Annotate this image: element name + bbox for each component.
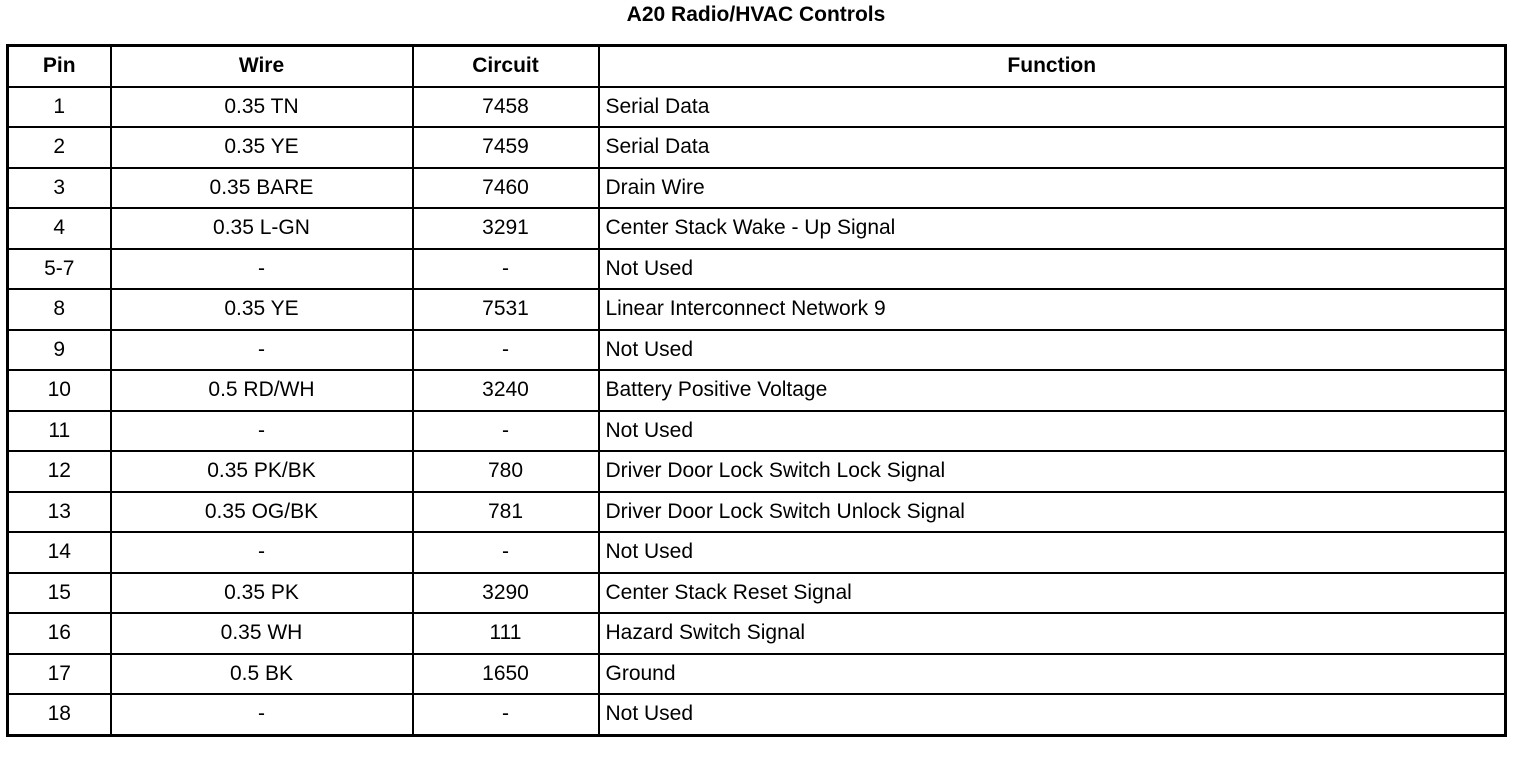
cell-wire: -	[111, 330, 413, 371]
document-title: A20 Radio/HVAC Controls	[626, 3, 886, 26]
cell-pin: 8	[8, 289, 111, 330]
cell-function: Not Used	[599, 532, 1506, 573]
cell-wire: -	[111, 532, 413, 573]
cell-circuit: 7458	[413, 87, 599, 128]
table-row	[8, 654, 1506, 695]
cell-pin: 4	[8, 208, 111, 249]
cell-pin: 5-7	[8, 249, 111, 290]
table-row	[8, 168, 1506, 209]
table-row	[8, 330, 1506, 371]
cell-wire: 0.5 RD/WH	[111, 370, 413, 411]
cell-pin: 10	[8, 370, 111, 411]
cell-wire: 0.35 OG/BK	[111, 492, 413, 533]
cell-wire: 0.35 PK	[111, 573, 413, 614]
cell-wire: 0.35 YE	[111, 289, 413, 330]
table-header-row	[8, 46, 1506, 87]
cell-pin: 2	[8, 127, 111, 168]
cell-function: Not Used	[599, 694, 1506, 735]
cell-circuit: 781	[413, 492, 599, 533]
table-row	[8, 694, 1506, 735]
cell-wire: -	[111, 411, 413, 452]
cell-pin: 18	[8, 694, 111, 735]
cell-pin: 3	[8, 168, 111, 209]
cell-wire: 0.35 BARE	[111, 168, 413, 209]
table-row	[8, 370, 1506, 411]
header-function: Function	[599, 46, 1506, 87]
cell-function: Serial Data	[599, 87, 1506, 128]
cell-pin: 9	[8, 330, 111, 371]
cell-circuit: 780	[413, 451, 599, 492]
table-row	[8, 87, 1506, 128]
table-row	[8, 573, 1506, 614]
table-row	[8, 289, 1506, 330]
cell-wire: 0.35 WH	[111, 613, 413, 654]
cell-circuit: 7459	[413, 127, 599, 168]
cell-circuit: 7460	[413, 168, 599, 209]
cell-function: Center Stack Reset Signal	[599, 573, 1506, 614]
cell-wire: 0.5 BK	[111, 654, 413, 695]
cell-circuit: -	[413, 330, 599, 371]
table-row	[8, 613, 1506, 654]
table-row	[8, 249, 1506, 290]
cell-circuit: 3291	[413, 208, 599, 249]
cell-wire: 0.35 L-GN	[111, 208, 413, 249]
table-row	[8, 492, 1506, 533]
connector-pinout-table	[6, 44, 1507, 737]
table-row	[8, 411, 1506, 452]
cell-circuit: 3290	[413, 573, 599, 614]
header-pin: Pin	[8, 46, 111, 87]
cell-pin: 11	[8, 411, 111, 452]
cell-pin: 13	[8, 492, 111, 533]
cell-circuit: 3240	[413, 370, 599, 411]
cell-function: Ground	[599, 654, 1506, 695]
cell-function: Not Used	[599, 330, 1506, 371]
cell-function: Center Stack Wake - Up Signal	[599, 208, 1506, 249]
cell-wire: 0.35 PK/BK	[111, 451, 413, 492]
cell-pin: 1	[8, 87, 111, 128]
table-row	[8, 451, 1506, 492]
cell-function: Not Used	[599, 411, 1506, 452]
cell-function: Linear Interconnect Network 9	[599, 289, 1506, 330]
cell-circuit: 7531	[413, 289, 599, 330]
cell-circuit: -	[413, 694, 599, 735]
cell-pin: 17	[8, 654, 111, 695]
cell-circuit: 111	[413, 613, 599, 654]
cell-function: Battery Positive Voltage	[599, 370, 1506, 411]
cell-circuit: -	[413, 411, 599, 452]
cell-circuit: -	[413, 249, 599, 290]
cell-function: Driver Door Lock Switch Lock Signal	[599, 451, 1506, 492]
header-wire: Wire	[111, 46, 413, 87]
table-row	[8, 208, 1506, 249]
cell-pin: 14	[8, 532, 111, 573]
cell-pin: 12	[8, 451, 111, 492]
table-row	[8, 127, 1506, 168]
cell-wire: 0.35 TN	[111, 87, 413, 128]
cell-pin: 15	[8, 573, 111, 614]
cell-circuit: 1650	[413, 654, 599, 695]
cell-circuit: -	[413, 532, 599, 573]
cell-wire: -	[111, 249, 413, 290]
cell-function: Hazard Switch Signal	[599, 613, 1506, 654]
header-circuit: Circuit	[413, 46, 599, 87]
table-row	[8, 532, 1506, 573]
cell-pin: 16	[8, 613, 111, 654]
cell-function: Not Used	[599, 249, 1506, 290]
cell-wire: -	[111, 694, 413, 735]
cell-function: Drain Wire	[599, 168, 1506, 209]
cell-function: Driver Door Lock Switch Unlock Signal	[599, 492, 1506, 533]
cell-wire: 0.35 YE	[111, 127, 413, 168]
cell-function: Serial Data	[599, 127, 1506, 168]
